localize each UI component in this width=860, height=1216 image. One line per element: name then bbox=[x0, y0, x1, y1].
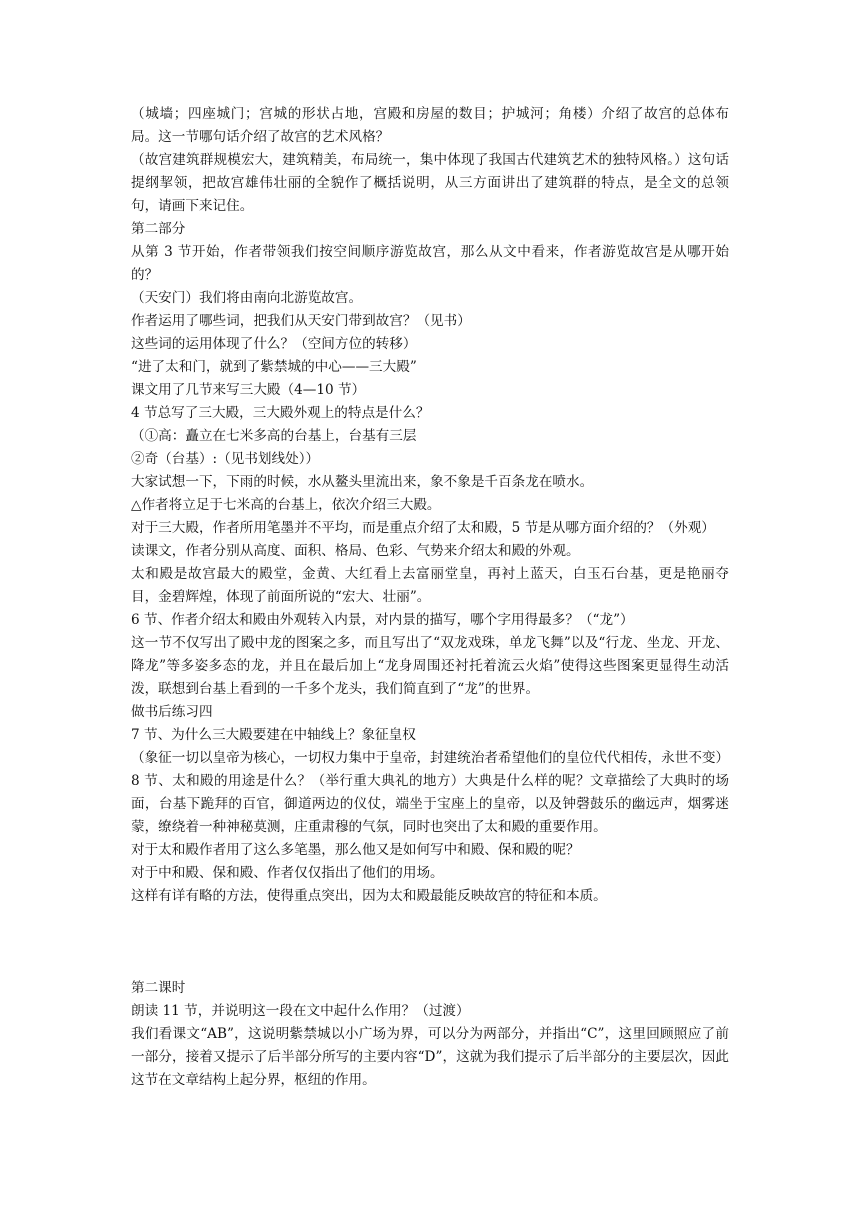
paragraph: 我们看课文“AB”，这说明紫禁城以小广场为界，可以分为两部分，并指出“C”，这里回顾照应了前一部分，接着又提示了后半部分所写的主要内容“D”，这就为我们提示了后半部分的主要层次，因此这节在文章结构上起分界，枢纽的作用。 bbox=[131, 1026, 729, 1088]
paragraph: 从第 3 节开始，作者带领我们按空间顺序游览故宫，那么从文中看来，作者游览故宫是从哪开始的？ bbox=[131, 244, 729, 283]
paragraph: △作者将立足于七米高的台基上，依次介绍三大殿。 bbox=[131, 497, 441, 513]
paragraph: 8 节、太和殿的用途是什么？（举行重大典礼的地方）大典是什么样的呢？文章描绘了大典时的场面，台基下跪拜的百官，御道两边的仪仗，端坐于宝座上的皇帝，以及钟磬鼓乐的幽远声，烟雾迷蒙，缭绕着一种神秘莫测，庄重肃穆的气氛，同时也突出了太和殿的重要作用。 bbox=[131, 773, 729, 835]
paragraph: 7 节、为什么三大殿要建在中轴线上？象征皇权 bbox=[131, 727, 416, 743]
paragraph: （城墙；四座城门；宫城的形状占地，宫殿和房屋的数目；护城河；角楼）介绍了故宫的总体布局。这一节哪句话介绍了故宫的艺术风格？ bbox=[131, 106, 729, 145]
paragraph: （故宫建筑群规模宏大，建筑精美，布局统一，集中体现了我国古代建筑艺术的独特风格。）这句话提纲挈领，把故宫雄伟壮丽的全貌作了概括说明，从三方面讲出了建筑群的特点，是全文的总领句，请画下来记住。 bbox=[131, 152, 729, 214]
paragraph: 4 节总写了三大殿，三大殿外观上的特点是什么？ bbox=[131, 405, 430, 421]
paragraph: 太和殿是故宫最大的殿堂，金黄、大红看上去富丽堂皇，再衬上蓝天，白玉石台基，更是艳丽夺目，金碧辉煌，体现了前面所说的“宏大、壮丽”。 bbox=[131, 566, 729, 605]
paragraph: （象征一切以皇帝为核心，一切权力集中于皇帝，封建统治者希望他们的皇位代代相传，永世不变） bbox=[131, 750, 730, 766]
paragraph: 作者运用了哪些词，把我们从天安门带到故宫？（见书） bbox=[131, 313, 471, 329]
paragraph: 对于中和殿、保和殿、作者仅仅指出了他们的用场。 bbox=[131, 865, 444, 881]
paragraph: 大家试想一下，下雨的时候，水从鳌头里流出来，象不象是千百条龙在喷水。 bbox=[131, 474, 594, 490]
paragraph: （天安门）我们将由南向北游览故宫。 bbox=[131, 290, 363, 306]
paragraph: 朗读 11 节，并说明这一段在文中起什么作用？（过渡） bbox=[131, 1003, 470, 1019]
section-one bbox=[131, 103, 729, 908]
paragraph: （①高：矗立在七米多高的台基上，台基有三层 bbox=[131, 428, 417, 444]
paragraph: 6 节、作者介绍太和殿由外观转入内景，对内景的描写，哪个字用得最多？（“龙”） bbox=[131, 612, 634, 628]
document-body bbox=[131, 103, 729, 1092]
section-gap bbox=[131, 908, 729, 977]
paragraph: 第二部分 bbox=[131, 221, 186, 237]
paragraph: 读课文，作者分别从高度、面积、格局、色彩、气势来介绍太和殿的外观。 bbox=[131, 543, 580, 559]
paragraph: “进了太和门，就到了紫禁城的中心——三大殿” bbox=[131, 359, 417, 375]
paragraph: 做书后练习四 bbox=[131, 704, 213, 720]
paragraph: 这些词的运用体现了什么？（空间方位的转移） bbox=[131, 336, 417, 352]
paragraph: ②奇（台基）:（见书划线处）） bbox=[131, 451, 320, 467]
paragraph: 这一节不仅写出了殿中龙的图案之多，而且写出了“双龙戏珠，单龙飞舞”以及“行龙、坐龙、开龙、降龙”等多姿多态的龙，并且在最后加上“龙身周围还衬托着流云火焰”使得这些图案更显得生动活泼，联想到台基上看到的一千多个龙头，我们简直到了“龙”的世界。 bbox=[131, 635, 729, 697]
paragraph: 对于三大殿，作者所用笔墨并不平均，而是重点介绍了太和殿，5 节是从哪方面介绍的？（外观） bbox=[131, 520, 715, 536]
section-two bbox=[131, 977, 729, 1092]
paragraph: 第二课时 bbox=[131, 980, 186, 996]
paragraph: 课文用了几节来写三大殿（4—10 节） bbox=[131, 382, 366, 398]
paragraph: 对于太和殿作者用了这么多笔墨，那么他又是如何写中和殿、保和殿的呢？ bbox=[131, 842, 580, 858]
paragraph: 这样有详有略的方法，使得重点突出，因为太和殿最能反映故宫的特征和本质。 bbox=[131, 888, 607, 904]
